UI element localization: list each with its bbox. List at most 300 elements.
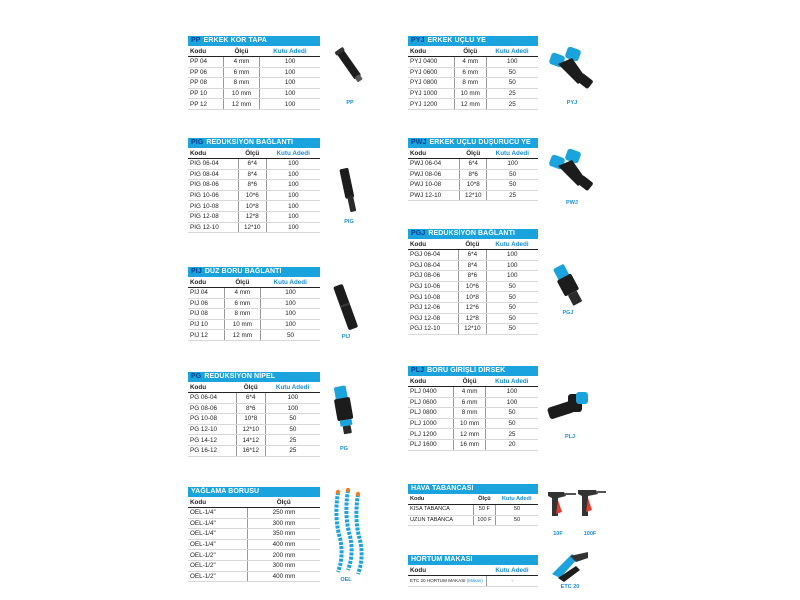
table-row: [408, 515, 538, 526]
product-table: [408, 565, 538, 587]
table-row: [408, 576, 538, 587]
table-row: [188, 435, 320, 446]
table-cell: 10*8: [238, 201, 266, 212]
table-cell: 6 mm: [224, 298, 260, 309]
table-cell: 100: [260, 309, 320, 320]
section-code: PYJ: [411, 37, 425, 44]
col-header: Kutu Adedi: [487, 148, 538, 159]
pgj-fitting-image: [550, 262, 586, 308]
table-cell: 25: [265, 435, 320, 446]
col-header: Kodu: [408, 148, 460, 159]
table-row: [188, 159, 320, 170]
col-header: Ölçü: [236, 382, 265, 393]
table-cell: 100: [266, 190, 320, 201]
section-header: [408, 366, 538, 376]
pig-fitting-image: [334, 166, 364, 216]
table-cell: 12 mm: [454, 99, 486, 110]
table-row: [188, 211, 320, 222]
row-code: ETC 20 HORTUM MAKASI: [410, 578, 466, 584]
table-row: [188, 298, 320, 309]
oel-label: OEL: [340, 577, 352, 583]
section-pwj: [408, 138, 538, 201]
table-row: [188, 424, 320, 435]
table-cell: 10*8: [236, 414, 265, 425]
product-table: [408, 376, 538, 451]
table-row: [408, 429, 538, 440]
section-pg: [188, 372, 320, 457]
table-cell: 14*12: [236, 435, 265, 446]
table-cell: PGJ 12-06: [408, 302, 459, 313]
table-cell: PIJ 06: [188, 298, 224, 309]
table-cell: 6*4: [236, 393, 265, 404]
col-header: Ölçü: [238, 148, 266, 159]
col-header: Ölçü: [223, 46, 260, 57]
table-cell: 50: [487, 169, 538, 180]
table-row: [188, 518, 320, 529]
table-cell: PYJ 1200: [408, 99, 454, 110]
section-pig: [188, 138, 320, 233]
table-cell: PG 08-06: [188, 403, 236, 414]
table-cell: 16 mm: [454, 439, 486, 450]
table-cell: PGJ 12-08: [408, 313, 459, 324]
table-cell: PLJ 0800: [408, 408, 454, 419]
table-cell: 50: [486, 324, 538, 335]
col-header: Kodu: [188, 497, 247, 508]
table-cell: 100: [266, 159, 320, 170]
table-cell: PLJ 0400: [408, 387, 454, 398]
table-cell: 100: [486, 250, 538, 261]
col-header: Ölçü: [454, 46, 486, 57]
table-cell: 100: [266, 169, 320, 180]
table-row: [188, 539, 320, 550]
section-header: [188, 372, 320, 382]
table-row: [188, 99, 320, 110]
col-header: Kodu: [188, 382, 236, 393]
section-pij: [188, 267, 320, 341]
pij-tube-image: [330, 282, 362, 334]
table-cell: 100: [260, 88, 320, 99]
table-cell: 50: [486, 408, 538, 419]
table-cell: 50 F: [473, 505, 495, 516]
product-table: [408, 46, 538, 110]
col-header: Kodu: [188, 148, 238, 159]
table-cell: 6 mm: [223, 67, 260, 78]
section-title: ERKEK UÇLU DÜŞÜRÜCÜ YE: [429, 139, 531, 146]
table-cell: PP 04: [188, 57, 223, 68]
table-cell: 6 mm: [454, 397, 486, 408]
table-cell: 12*10: [236, 424, 265, 435]
col-header: Ölçü: [473, 494, 495, 505]
table-cell: 50: [265, 424, 320, 435]
product-table: [188, 382, 320, 457]
table-cell: 25: [486, 88, 538, 99]
table-row: [408, 67, 538, 78]
table-cell: 12 mm: [223, 99, 260, 110]
table-cell: 25: [265, 445, 320, 456]
table-cell: 100: [265, 403, 320, 414]
table-cell: 8*6: [459, 271, 486, 282]
section-title: YAĞLAMA BORUSU: [191, 488, 260, 495]
table-cell: 100: [260, 78, 320, 89]
table-cell: 12*8: [459, 313, 486, 324]
table-cell: OEL-1/4": [188, 539, 247, 550]
table-row: [188, 222, 320, 233]
pwj-label: PWJ: [566, 200, 578, 206]
table-cell: 6 mm: [454, 67, 486, 78]
table-cell: 100: [486, 271, 538, 282]
table-row: [188, 78, 320, 89]
product-table: [408, 148, 538, 201]
table-row: [188, 571, 320, 582]
table-cell: PIG 10-08: [188, 201, 238, 212]
table-cell: OEL-1/2": [188, 550, 247, 561]
table-cell: PIG 06-04: [188, 159, 238, 170]
table-row: [408, 271, 538, 282]
table-cell: 50: [486, 67, 538, 78]
table-row: [408, 408, 538, 419]
table-cell: 100: [260, 67, 320, 78]
table-cell: 100: [486, 57, 538, 68]
table-cell: PIG 10-06: [188, 190, 238, 201]
table-row: [188, 550, 320, 561]
table-cell: UZUN TABANCA: [408, 515, 473, 526]
table-row: [408, 99, 538, 110]
table-cell: 50: [495, 515, 538, 526]
table-cell: PLJ 1000: [408, 418, 454, 429]
product-table: [408, 239, 538, 335]
table-cell: 350 mm: [247, 529, 320, 540]
table-cell: OEL-1/4": [188, 518, 247, 529]
section-title: HAVA TABANCASI: [411, 485, 474, 492]
table-cell: 50: [486, 302, 538, 313]
table-cell: 100: [487, 159, 538, 170]
col-header: Ölçü: [454, 376, 486, 387]
table-cell: PIG 12-10: [188, 222, 238, 233]
table-cell: 50: [265, 414, 320, 425]
table-row: [408, 397, 538, 408]
table-row: [408, 439, 538, 450]
product-table: [188, 277, 320, 341]
section-header: [188, 138, 320, 148]
section-header: [188, 267, 320, 277]
section-code: PGJ: [411, 230, 426, 237]
table-cell: PWJ 12-10: [408, 190, 460, 201]
section-title: ERKEK UÇLU YE: [427, 37, 486, 44]
plj-elbow-image: [546, 390, 590, 430]
air-gun-label-10f: 10F: [553, 531, 563, 537]
table-cell: 400 mm: [247, 539, 320, 550]
table-cell: PG 12-10: [188, 424, 236, 435]
table-cell: 50: [495, 505, 538, 516]
table-cell: 20: [486, 439, 538, 450]
table-cell: PP 08: [188, 78, 223, 89]
table-row: [188, 201, 320, 212]
section-header: [188, 487, 320, 497]
table-cell: 100 F: [473, 515, 495, 526]
table-cell: 6*4: [459, 250, 486, 261]
table-cell: 8 mm: [454, 78, 486, 89]
col-header: Kutu Adedi: [495, 494, 538, 505]
table-cell: 100: [266, 222, 320, 233]
col-header: Kodu: [188, 46, 223, 57]
table-row: [188, 529, 320, 540]
table-cell: PGJ 10-08: [408, 292, 459, 303]
table-row: [408, 292, 538, 303]
table-cell: 100: [266, 201, 320, 212]
table-cell: 10*6: [238, 190, 266, 201]
table-cell: 100: [260, 57, 320, 68]
table-cell: 8 mm: [223, 78, 260, 89]
section-hortum-makasi: [408, 555, 538, 587]
section-yaglama: [188, 487, 320, 582]
table-cell: 8 mm: [224, 309, 260, 320]
table-cell: PIG 08-06: [188, 180, 238, 191]
table-row: [408, 57, 538, 68]
col-header: Kutu Adedi: [486, 565, 538, 576]
table-cell: PIJ 08: [188, 309, 224, 320]
table-cell: 6*4: [238, 159, 266, 170]
table-cell: PP 12: [188, 99, 223, 110]
table-cell: 400 mm: [247, 571, 320, 582]
table-cell: 10 mm: [224, 319, 260, 330]
product-table: [188, 148, 320, 233]
section-pp: [188, 36, 320, 110]
section-code: PIJ: [191, 268, 202, 275]
table-cell: PIJ 04: [188, 288, 224, 299]
table-cell: PGJ 08-06: [408, 271, 459, 282]
table-cell: PWJ 10-08: [408, 180, 460, 191]
table-cell: 25: [487, 190, 538, 201]
table-cell: PGJ 12-10: [408, 324, 459, 335]
table-cell: PLJ 1600: [408, 439, 454, 450]
table-cell: PG 06-04: [188, 393, 236, 404]
table-cell: 100: [486, 387, 538, 398]
table-cell: PP 10: [188, 88, 223, 99]
table-cell: OEL-1/2": [188, 571, 247, 582]
oel-hose-image: [328, 488, 368, 576]
table-cell: 50: [486, 292, 538, 303]
table-row: [188, 445, 320, 456]
table-row: [408, 281, 538, 292]
table-cell: 8*6: [460, 169, 487, 180]
col-header: Kodu: [188, 277, 224, 288]
table-cell: 100: [486, 260, 538, 271]
table-row: [188, 319, 320, 330]
table-cell: 10*8: [460, 180, 487, 191]
pg-label: PG: [340, 446, 348, 452]
table-cell: PIJ 10: [188, 319, 224, 330]
table-cell: 8*4: [238, 169, 266, 180]
col-header: Kutu Adedi: [486, 46, 538, 57]
table-row: [408, 159, 538, 170]
table-cell: PYJ 1000: [408, 88, 454, 99]
table-cell: 8*6: [238, 180, 266, 191]
table-row: [408, 324, 538, 335]
section-header: [408, 555, 538, 565]
table-cell: 50: [486, 78, 538, 89]
table-cell: 10*6: [459, 281, 486, 292]
section-header: [408, 229, 538, 239]
table-cell: 12 mm: [224, 330, 260, 341]
table-cell: OEL-1/2": [188, 560, 247, 571]
table-cell: 10 mm: [223, 88, 260, 99]
table-cell: 50: [486, 281, 538, 292]
etc20-label: ETC 20: [560, 584, 580, 590]
table-row: [408, 313, 538, 324]
pyj-label: PYJ: [566, 100, 578, 106]
table-cell: 250 mm: [247, 508, 320, 519]
product-table: [188, 497, 320, 582]
product-table: [188, 46, 320, 110]
pyj-y-fitting-image: [548, 44, 596, 96]
section-title: HORTUM MAKASI: [411, 556, 473, 563]
col-header: Kodu: [408, 46, 454, 57]
table-cell: 6*4: [460, 159, 487, 170]
table-row: [408, 180, 538, 191]
table-cell: 8*4: [459, 260, 486, 271]
table-cell: 100: [486, 397, 538, 408]
table-cell: 100: [260, 288, 320, 299]
table-cell: 12*6: [459, 302, 486, 313]
col-header: Kutu Adedi: [265, 382, 320, 393]
section-pyj: [408, 36, 538, 110]
col-header: Kutu Adedi: [486, 239, 538, 250]
table-cell: 100: [260, 319, 320, 330]
table-row: [188, 57, 320, 68]
table-row: [408, 418, 538, 429]
section-header: [408, 484, 538, 494]
table-cell: PLJ 0600: [408, 397, 454, 408]
table-cell: PG 10-08: [188, 414, 236, 425]
air-gun-image: [544, 486, 606, 530]
table-cell: PYJ 0600: [408, 67, 454, 78]
section-code: PLJ: [411, 367, 425, 374]
section-code: PG: [191, 373, 202, 380]
table-cell: 100: [266, 180, 320, 191]
pwj-y-fitting-image: [548, 146, 596, 198]
table-row: [408, 260, 538, 271]
table-row: [408, 88, 538, 99]
table-cell: 100: [260, 298, 320, 309]
table-row: [188, 393, 320, 404]
table-cell: PWJ 06-04: [408, 159, 460, 170]
table-row: [188, 560, 320, 571]
col-header: Ölçü: [459, 239, 486, 250]
table-cell: 12*10: [460, 190, 487, 201]
table-cell: PGJ 10-06: [408, 281, 459, 292]
table-cell: PP 06: [188, 67, 223, 78]
table-cell: 10*8: [459, 292, 486, 303]
table-row: [408, 250, 538, 261]
table-row: [188, 190, 320, 201]
col-header: Kutu Adedi: [260, 277, 320, 288]
table-cell: PYJ 0800: [408, 78, 454, 89]
table-cell: 300 mm: [247, 518, 320, 529]
pig-label: PIG: [344, 219, 354, 225]
table-row: [188, 288, 320, 299]
section-title: DÜZ BORU BAĞLANTI: [204, 268, 282, 275]
table-cell: PG 14-12: [188, 435, 236, 446]
table-cell: PYJ 0400: [408, 57, 454, 68]
pgj-label: PGJ: [562, 310, 574, 316]
table-cell: 4 mm: [224, 288, 260, 299]
table-row: [408, 387, 538, 398]
table-cell: 8 mm: [454, 408, 486, 419]
table-row: [408, 190, 538, 201]
col-header: Kutu Adedi: [266, 148, 320, 159]
section-code: PIG: [191, 139, 204, 146]
table-cell: PGJ 06-04: [408, 250, 459, 261]
section-plj: [408, 366, 538, 451]
product-table: [408, 494, 538, 526]
col-header: Kutu Adedi: [486, 376, 538, 387]
section-title: REDÜKSİYON BAĞLANTI: [428, 230, 515, 237]
table-cell: 50: [260, 330, 320, 341]
table-row: [188, 403, 320, 414]
col-header: Ölçü: [224, 277, 260, 288]
table-cell: 100: [265, 393, 320, 404]
row-note: (Makas): [466, 578, 483, 584]
table-cell: 50: [486, 418, 538, 429]
table-cell: PIG 08-04: [188, 169, 238, 180]
table-cell: 4 mm: [454, 57, 486, 68]
table-row: [408, 169, 538, 180]
table-cell: 10 mm: [454, 418, 486, 429]
table-cell: 4 mm: [454, 387, 486, 398]
air-gun-label-100f: 100F: [583, 531, 597, 537]
hose-cutter-image: [548, 548, 592, 584]
table-row: [188, 508, 320, 519]
col-header: Kutu Adedi: [260, 46, 320, 57]
table-row: [188, 414, 320, 425]
table-cell: 4 mm: [223, 57, 260, 68]
table-cell: 50: [486, 313, 538, 324]
table-cell: 50: [487, 180, 538, 191]
table-cell: -: [486, 576, 538, 587]
table-cell: PIG 12-08: [188, 211, 238, 222]
table-cell: 100: [266, 211, 320, 222]
col-header: Kodu: [408, 494, 473, 505]
table-row: [188, 67, 320, 78]
section-title: REDÜKSİYON NİPEL: [204, 373, 276, 380]
table-cell: [408, 576, 486, 587]
table-row: [188, 309, 320, 320]
section-title: ERKEK KÖR TAPA: [203, 37, 267, 44]
table-cell: PG 16-12: [188, 445, 236, 456]
table-cell: 12*10: [459, 324, 486, 335]
table-cell: 12*10: [238, 222, 266, 233]
section-title: BORU GİRİŞLİ DİRSEK: [427, 367, 506, 374]
table-row: [188, 330, 320, 341]
table-cell: KISA TABANCA: [408, 505, 473, 516]
table-cell: 25: [486, 99, 538, 110]
section-header: [408, 138, 538, 148]
section-code: PWJ: [411, 139, 427, 146]
col-header: Kodu: [408, 565, 486, 576]
table-cell: 200 mm: [247, 550, 320, 561]
table-cell: 12*8: [238, 211, 266, 222]
col-header: Kodu: [408, 376, 454, 387]
table-cell: 300 mm: [247, 560, 320, 571]
pij-label: PIJ: [341, 334, 351, 340]
table-cell: 100: [260, 99, 320, 110]
pp-label: PP: [346, 100, 354, 106]
section-header: [188, 36, 320, 46]
table-cell: PLJ 1200: [408, 429, 454, 440]
table-cell: PIJ 12: [188, 330, 224, 341]
pg-nipple-image: [326, 384, 362, 438]
col-header: Ölçü: [460, 148, 487, 159]
